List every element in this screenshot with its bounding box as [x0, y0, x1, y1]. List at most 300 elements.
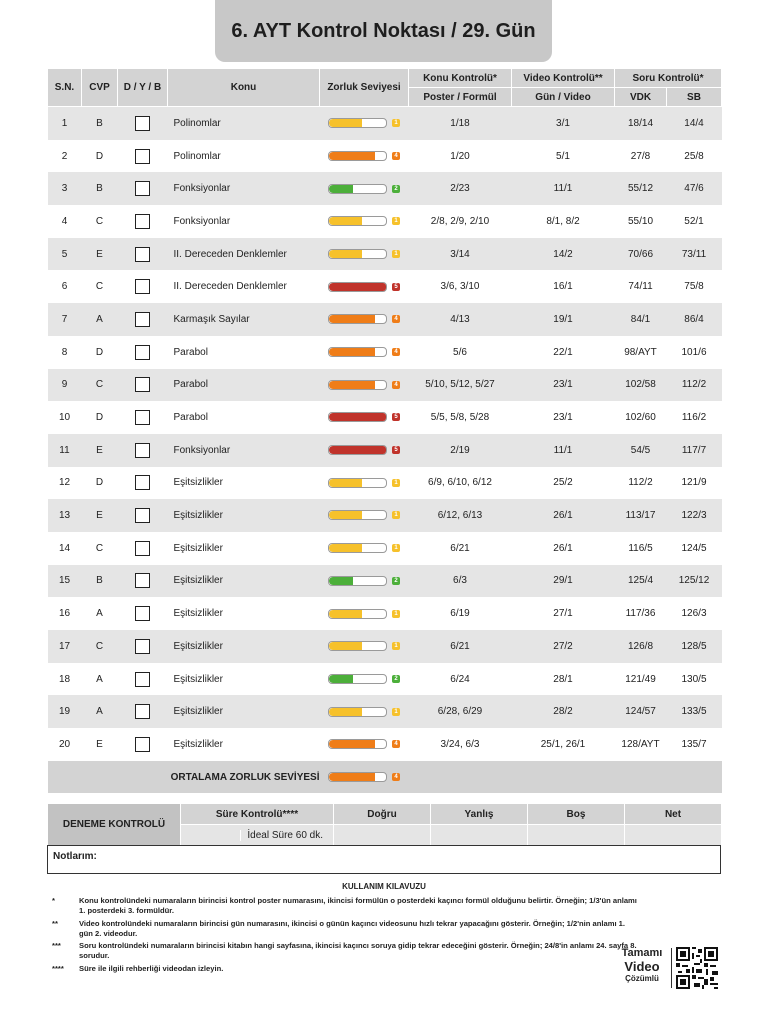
row-dyb [118, 172, 168, 205]
difficulty-bar [328, 609, 387, 619]
difficulty-level-badge: 1 [392, 544, 400, 552]
row-sb: 47/6 [667, 172, 722, 205]
row-zorluk [320, 270, 409, 303]
row-sb: 122/3 [667, 499, 722, 532]
row-sn: 18 [48, 663, 82, 696]
header-vdk: VDK [615, 88, 667, 107]
notes-label: Notlarım: [53, 851, 97, 862]
table-row [48, 270, 722, 303]
row-dyb [118, 369, 168, 402]
row-konu: Fonksiyonlar [168, 172, 320, 205]
difficulty-level-badge: 1 [392, 642, 400, 650]
row-dyb [118, 270, 168, 303]
title-tab [215, 0, 552, 62]
row-poster: 6/12, 6/13 [409, 499, 512, 532]
row-gun-video: 11/1 [512, 172, 615, 205]
difficulty-level-badge: 5 [392, 413, 400, 421]
difficulty-bar [328, 151, 387, 161]
row-konu: Eşitsizlikler [168, 663, 320, 696]
table-row [48, 434, 722, 467]
row-zorluk [320, 597, 409, 630]
difficulty-bar [328, 249, 387, 259]
row-zorluk [320, 336, 409, 369]
row-konu: Parabol [168, 369, 320, 402]
row-vdk: 55/12 [615, 172, 667, 205]
row-cvp: B [82, 107, 118, 140]
row-cvp: C [82, 369, 118, 402]
row-dyb [118, 565, 168, 598]
row-sb: 116/2 [667, 401, 722, 434]
row-cvp: B [82, 172, 118, 205]
row-vdk: 54/5 [615, 434, 667, 467]
video-badge-line2: Video [624, 959, 660, 974]
difficulty-level-badge: 4 [392, 152, 400, 160]
row-gun-video: 26/1 [512, 499, 615, 532]
average-row [48, 761, 722, 794]
row-cvp: A [82, 695, 118, 728]
row-cvp: C [82, 270, 118, 303]
ideal-sure: İdeal Süre 60 dk. [240, 830, 323, 841]
row-zorluk [320, 434, 409, 467]
row-sb: 112/2 [667, 369, 722, 402]
answer-checkbox[interactable] [135, 606, 150, 621]
bos-input[interactable] [528, 825, 625, 846]
row-gun-video: 5/1 [512, 140, 615, 173]
difficulty-bar [328, 772, 387, 782]
row-cvp: D [82, 336, 118, 369]
table-body [48, 107, 722, 761]
row-vdk: 55/10 [615, 205, 667, 238]
row-dyb [118, 434, 168, 467]
table-row [48, 336, 722, 369]
difficulty-level-badge: 4 [392, 773, 400, 781]
row-sb: 25/8 [667, 140, 722, 173]
row-sn: 3 [48, 172, 82, 205]
answer-checkbox[interactable] [135, 573, 150, 588]
guide-mark: ** [52, 919, 58, 928]
row-vdk: 125/4 [615, 565, 667, 598]
row-dyb [118, 140, 168, 173]
row-poster: 4/13 [409, 303, 512, 336]
row-vdk: 102/58 [615, 369, 667, 402]
row-cvp: D [82, 467, 118, 500]
row-sb: 75/8 [667, 270, 722, 303]
row-sb: 126/3 [667, 597, 722, 630]
yanlis-input[interactable] [431, 825, 528, 846]
ideal-sure-cell[interactable] [181, 825, 334, 846]
row-dyb [118, 238, 168, 271]
difficulty-bar [328, 314, 387, 324]
control-table [47, 68, 722, 793]
row-zorluk [320, 401, 409, 434]
difficulty-level-badge: 1 [392, 511, 400, 519]
row-zorluk [320, 565, 409, 598]
answer-checkbox[interactable] [135, 704, 150, 719]
row-cvp: B [82, 565, 118, 598]
row-gun-video: 28/1 [512, 663, 615, 696]
answer-checkbox[interactable] [135, 410, 150, 425]
table-row [48, 467, 722, 500]
row-sn: 12 [48, 467, 82, 500]
row-gun-video: 8/1, 8/2 [512, 205, 615, 238]
video-badge-line1: Tamamı [621, 947, 663, 959]
row-cvp: C [82, 630, 118, 663]
answer-checkbox[interactable] [135, 475, 150, 490]
row-zorluk [320, 728, 409, 761]
difficulty-level-badge: 4 [392, 315, 400, 323]
divider [671, 948, 672, 988]
row-zorluk [320, 238, 409, 271]
average-label: ORTALAMA ZORLUK SEVİYESİ [48, 761, 320, 794]
answer-checkbox[interactable] [135, 508, 150, 523]
row-vdk: 18/14 [615, 107, 667, 140]
row-dyb [118, 728, 168, 761]
row-cvp: E [82, 728, 118, 761]
row-cvp: E [82, 238, 118, 271]
difficulty-bar [328, 412, 387, 422]
row-gun-video: 11/1 [512, 434, 615, 467]
row-sn: 15 [48, 565, 82, 598]
row-sb: 121/9 [667, 467, 722, 500]
row-sn: 16 [48, 597, 82, 630]
row-cvp: A [82, 663, 118, 696]
guide-title: KULLANIM KILAVUZU [342, 882, 426, 891]
row-konu: Polinomlar [168, 107, 320, 140]
row-poster: 2/23 [409, 172, 512, 205]
row-gun-video: 3/1 [512, 107, 615, 140]
table-row [48, 597, 722, 630]
row-zorluk [320, 467, 409, 500]
row-konu: Eşitsizlikler [168, 565, 320, 598]
row-sn: 8 [48, 336, 82, 369]
row-vdk: 112/2 [615, 467, 667, 500]
table-row [48, 205, 722, 238]
header-poster-formul: Poster / Formül [409, 88, 512, 107]
header-cvp: CVP [82, 69, 118, 107]
row-poster: 6/28, 6/29 [409, 695, 512, 728]
header-sn: S.N. [48, 69, 82, 107]
row-konu: Parabol [168, 401, 320, 434]
row-dyb [118, 499, 168, 532]
difficulty-bar [328, 543, 387, 553]
row-poster: 6/24 [409, 663, 512, 696]
row-gun-video: 14/2 [512, 238, 615, 271]
header-video-kontrolu: Video Kontrolü** [512, 69, 615, 88]
row-zorluk [320, 630, 409, 663]
header-zorluk: Zorluk Seviyesi [320, 69, 409, 107]
row-konu: Fonksiyonlar [168, 434, 320, 467]
row-konu: Eşitsizlikler [168, 630, 320, 663]
sure-kontrolu-header: Süre Kontrolü**** [181, 804, 334, 825]
row-poster: 6/21 [409, 630, 512, 663]
row-dyb [118, 205, 168, 238]
answer-checkbox[interactable] [135, 312, 150, 327]
row-cvp: A [82, 303, 118, 336]
bos-header: Boş [528, 804, 625, 825]
net-input[interactable] [625, 825, 722, 846]
row-konu: Polinomlar [168, 140, 320, 173]
row-poster: 2/8, 2/9, 2/10 [409, 205, 512, 238]
row-sb: 73/11 [667, 238, 722, 271]
difficulty-level-badge: 1 [392, 708, 400, 716]
row-konu: Fonksiyonlar [168, 205, 320, 238]
row-konu: Eşitsizlikler [168, 532, 320, 565]
guide-text: Süre ile ilgili rehberliği videodan izleyin. [79, 964, 224, 973]
row-dyb [118, 401, 168, 434]
row-poster: 5/6 [409, 336, 512, 369]
difficulty-level-badge: 4 [392, 348, 400, 356]
row-cvp: E [82, 499, 118, 532]
row-zorluk [320, 532, 409, 565]
row-gun-video: 19/1 [512, 303, 615, 336]
row-poster: 6/19 [409, 597, 512, 630]
row-sb: 135/7 [667, 728, 722, 761]
row-dyb [118, 663, 168, 696]
row-sn: 2 [48, 140, 82, 173]
row-cvp: E [82, 434, 118, 467]
row-cvp: A [82, 597, 118, 630]
difficulty-level-badge: 2 [392, 185, 400, 193]
net-header: Net [625, 804, 722, 825]
video-badge [612, 947, 672, 983]
difficulty-bar [328, 576, 387, 586]
difficulty-bar [328, 445, 387, 455]
row-vdk: 126/8 [615, 630, 667, 663]
row-zorluk [320, 499, 409, 532]
row-zorluk [320, 205, 409, 238]
page-title: 6. AYT Kontrol Noktası / 29. Gün [231, 19, 536, 42]
table-row [48, 663, 722, 696]
answer-checkbox[interactable] [135, 639, 150, 654]
difficulty-level-badge: 1 [392, 217, 400, 225]
row-sn: 17 [48, 630, 82, 663]
row-sn: 5 [48, 238, 82, 271]
row-dyb [118, 336, 168, 369]
row-sb: 86/4 [667, 303, 722, 336]
row-zorluk [320, 369, 409, 402]
row-zorluk [320, 140, 409, 173]
guide-item-2 [52, 919, 722, 939]
row-poster: 6/9, 6/10, 6/12 [409, 467, 512, 500]
row-sn: 10 [48, 401, 82, 434]
row-gun-video: 27/1 [512, 597, 615, 630]
difficulty-bar [328, 118, 387, 128]
difficulty-bar [328, 478, 387, 488]
row-sn: 7 [48, 303, 82, 336]
row-cvp: D [82, 140, 118, 173]
row-gun-video: 26/1 [512, 532, 615, 565]
row-cvp: D [82, 401, 118, 434]
row-poster: 3/14 [409, 238, 512, 271]
row-zorluk [320, 107, 409, 140]
row-sn: 13 [48, 499, 82, 532]
answer-checkbox[interactable] [135, 443, 150, 458]
row-zorluk [320, 172, 409, 205]
row-sb: 130/5 [667, 663, 722, 696]
row-konu: Eşitsizlikler [168, 597, 320, 630]
row-poster: 1/18 [409, 107, 512, 140]
answer-checkbox[interactable] [135, 181, 150, 196]
dogru-input[interactable] [334, 825, 431, 846]
guide-text: Soru kontrolündeki numaraların birincisi kitabın hangi sayfasına, ikincisi kaçıncı soruya gidip tekrar edeceğini gösterir. Örneğin; 24/8'in anlamı 24. sayfa 8. sorudur. [79, 941, 637, 960]
average-difficulty [320, 761, 409, 794]
table-row [48, 499, 722, 532]
difficulty-level-badge: 1 [392, 479, 400, 487]
answer-checkbox[interactable] [135, 214, 150, 229]
answer-checkbox[interactable] [135, 672, 150, 687]
row-gun-video: 28/2 [512, 695, 615, 728]
table-row [48, 401, 722, 434]
row-dyb [118, 630, 168, 663]
row-gun-video: 29/1 [512, 565, 615, 598]
difficulty-level-badge: 1 [392, 250, 400, 258]
row-vdk: 98/AYT [615, 336, 667, 369]
row-poster: 6/21 [409, 532, 512, 565]
answer-checkbox[interactable] [135, 279, 150, 294]
row-sb: 125/12 [667, 565, 722, 598]
difficulty-level-badge: 5 [392, 283, 400, 291]
difficulty-bar [328, 739, 387, 749]
table-row [48, 140, 722, 173]
table-row [48, 695, 722, 728]
row-vdk: 116/5 [615, 532, 667, 565]
row-vdk: 117/36 [615, 597, 667, 630]
row-sb: 52/1 [667, 205, 722, 238]
row-konu: Eşitsizlikler [168, 467, 320, 500]
difficulty-bar [328, 216, 387, 226]
answer-checkbox[interactable] [135, 377, 150, 392]
difficulty-bar [328, 510, 387, 520]
row-gun-video: 25/2 [512, 467, 615, 500]
answer-checkbox[interactable] [135, 737, 150, 752]
row-sn: 6 [48, 270, 82, 303]
row-dyb [118, 467, 168, 500]
row-vdk: 124/57 [615, 695, 667, 728]
table-row [48, 565, 722, 598]
row-dyb [118, 695, 168, 728]
difficulty-bar [328, 641, 387, 651]
guide-item-1 [52, 896, 722, 916]
row-cvp: C [82, 205, 118, 238]
row-sn: 1 [48, 107, 82, 140]
row-sn: 14 [48, 532, 82, 565]
difficulty-level-badge: 2 [392, 577, 400, 585]
header-dyb: D / Y / B [118, 69, 168, 107]
row-cvp: C [82, 532, 118, 565]
guide-text: Video kontrolündeki numaraların birincisi gün numarasını, ikincisi o günün kaçıncı videosunu hızlı tekrar yapacağını gösterir. Örneğin; 1/2'nin anlamı 1. gün 2. videodur. [79, 919, 626, 938]
row-konu: Eşitsizlikler [168, 695, 320, 728]
row-sn: 9 [48, 369, 82, 402]
difficulty-bar [328, 674, 387, 684]
row-poster: 5/10, 5/12, 5/27 [409, 369, 512, 402]
table-row [48, 369, 722, 402]
row-gun-video: 23/1 [512, 369, 615, 402]
header-gun-video: Gün / Video [512, 88, 615, 107]
row-sn: 20 [48, 728, 82, 761]
difficulty-bar [328, 707, 387, 717]
row-sb: 101/6 [667, 336, 722, 369]
row-sb: 124/5 [667, 532, 722, 565]
answer-checkbox[interactable] [135, 149, 150, 164]
row-vdk: 70/66 [615, 238, 667, 271]
table-row [48, 630, 722, 663]
row-vdk: 84/1 [615, 303, 667, 336]
row-sn: 19 [48, 695, 82, 728]
table-row [48, 238, 722, 271]
row-zorluk [320, 695, 409, 728]
header-soru-kontrolu: Soru Kontrolü* [615, 69, 722, 88]
row-sb: 117/7 [667, 434, 722, 467]
row-poster: 3/24, 6/3 [409, 728, 512, 761]
header-sb: SB [667, 88, 722, 107]
row-poster: 1/20 [409, 140, 512, 173]
notes-box[interactable] [47, 845, 721, 874]
video-badge-line3: Çözümlü [625, 974, 659, 983]
guide-mark: **** [52, 964, 64, 973]
row-konu: Eşitsizlikler [168, 499, 320, 532]
answer-checkbox[interactable] [135, 541, 150, 556]
guide-text: Konu kontrolündeki numaraların birincisi kontrol poster numarasını, ikincisi formülün o posterdeki kaçıncı formül olduğunu belirtir. Örneğin; 1/3'ün anlamı 1. posterdeki 3. formüldür. [79, 896, 637, 915]
qr-code-icon[interactable] [676, 947, 718, 989]
table-row [48, 532, 722, 565]
table-row [48, 172, 722, 205]
header-konu-kontrolu: Konu Kontrolü* [409, 69, 512, 88]
row-vdk: 74/11 [615, 270, 667, 303]
row-konu: Karmaşık Sayılar [168, 303, 320, 336]
row-dyb [118, 107, 168, 140]
row-dyb [118, 597, 168, 630]
difficulty-bar [328, 380, 387, 390]
row-poster: 2/19 [409, 434, 512, 467]
table-row [48, 728, 722, 761]
row-vdk: 113/17 [615, 499, 667, 532]
row-vdk: 27/8 [615, 140, 667, 173]
row-gun-video: 25/1, 26/1 [512, 728, 615, 761]
guide-mark: *** [52, 941, 61, 950]
row-dyb [118, 532, 168, 565]
answer-checkbox[interactable] [135, 247, 150, 262]
row-poster: 3/6, 3/10 [409, 270, 512, 303]
deneme-table [47, 803, 722, 846]
row-poster: 6/3 [409, 565, 512, 598]
row-sb: 128/5 [667, 630, 722, 663]
difficulty-level-badge: 4 [392, 740, 400, 748]
yanlis-header: Yanlış [431, 804, 528, 825]
difficulty-bar [328, 184, 387, 194]
row-zorluk [320, 303, 409, 336]
row-poster: 5/5, 5/8, 5/28 [409, 401, 512, 434]
header-konu: Konu [168, 69, 320, 107]
row-vdk: 128/AYT [615, 728, 667, 761]
row-konu: Eşitsizlikler [168, 728, 320, 761]
row-vdk: 121/49 [615, 663, 667, 696]
difficulty-bar [328, 282, 387, 292]
difficulty-level-badge: 1 [392, 610, 400, 618]
answer-checkbox[interactable] [135, 345, 150, 360]
row-vdk: 102/60 [615, 401, 667, 434]
row-konu: II. Dereceden Denklemler [168, 270, 320, 303]
row-zorluk [320, 663, 409, 696]
row-sn: 4 [48, 205, 82, 238]
answer-checkbox[interactable] [135, 116, 150, 131]
guide-mark: * [52, 896, 55, 905]
row-dyb [118, 303, 168, 336]
row-gun-video: 27/2 [512, 630, 615, 663]
difficulty-level-badge: 4 [392, 381, 400, 389]
difficulty-level-badge: 2 [392, 675, 400, 683]
row-konu: Parabol [168, 336, 320, 369]
row-gun-video: 16/1 [512, 270, 615, 303]
